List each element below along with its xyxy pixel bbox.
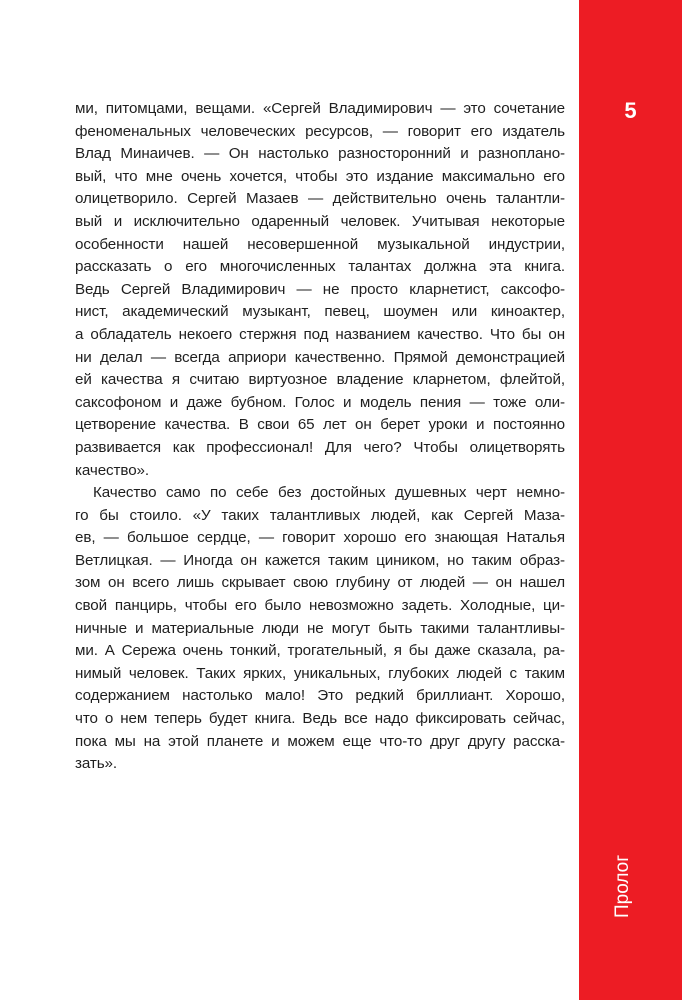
text-line: вый и исключительно одаренный человек. Учитывая некоторые (75, 212, 565, 230)
text-line: ни делал — всегда априори качественно. Прямой демонстрацией (75, 348, 565, 366)
text-line: что о нем теперь будет книга. Ведь все надо фиксировать сейчас, (75, 710, 565, 728)
text-line: содержанием настолько мало! Это редкий бриллиант. Хорошо, (75, 687, 565, 705)
page-number: 5 (624, 98, 637, 123)
text-line: ничные и материальные люди не могут быть такими талантливы- (75, 619, 565, 637)
text-line: качество». (75, 461, 150, 479)
text-line: Влад Минаичев. — Он настолько разносторонний и разноплано- (75, 145, 565, 163)
text-line: вый, что мне очень хочется, чтобы это издание максимально его (75, 167, 565, 185)
text-line: ми. А Сережа очень тонкий, трогательный, я бы даже сказала, ра- (75, 642, 565, 660)
text-line: ей качества я считаю виртуозное владение кларнетом, флейтой, (75, 371, 565, 389)
text-line: Ведь Сергей Владимирович — не просто кларнетист, саксофо- (75, 280, 565, 298)
text-line: нист, академический музыкант, певец, шоумен или киноактер, (75, 303, 565, 321)
section-title: Пролог (612, 854, 633, 918)
text-line: олицетворило. Сергей Мазаев — действительно очень талантли- (75, 190, 565, 208)
paragraph (75, 98, 565, 482)
text-line: цетворение качества. В свои 65 лет он берет уроки и постоянно (75, 416, 565, 434)
text-line: свой панцирь, чтобы его было невозможно задеть. Холодные, ци- (75, 597, 565, 615)
text-line: саксофоном и даже бубном. Голос и модель пения — тоже оли- (75, 393, 565, 411)
text-line: феноменальных человеческих ресурсов, — говорит его издатель (75, 122, 565, 140)
paragraph (75, 482, 565, 776)
text-line: особенности нашей несовершенной музыкальной индустрии, (75, 235, 565, 253)
text-line: го бы стоило. «У таких талантливых людей, как Сергей Маза- (75, 506, 565, 524)
text-line: рассказать о его многочисленных талантах должна эта книга. (75, 258, 565, 276)
body-text (75, 98, 565, 776)
text-line: зать». (75, 755, 118, 773)
text-line: развивается как профессионал! Для чего? Чтобы олицетворять (75, 438, 565, 456)
text-line: зом он всего лишь скрывает свою глубину от людей — он нашел (75, 574, 565, 592)
text-line: пока мы на этой планете и можем еще что-то друг другу расска- (75, 732, 565, 750)
text-line: Качество само по себе без достойных душевных черт немно- (93, 484, 565, 502)
text-line: а обладатель некоего стержня под названием качество. Что бы он (75, 325, 565, 343)
side-accent-band (579, 0, 682, 1000)
text-line: ев, — большое сердце, — говорит хорошо его знающая Наталья (75, 529, 565, 547)
text-line: нимый человек. Таких ярких, уникальных, глубоких людей с таким (75, 664, 565, 682)
text-line: ми, питомцами, вещами. «Сергей Владимирович — это сочетание (75, 100, 565, 117)
text-line: Ветлицкая. — Иногда он кажется таким циником, но таким образ- (75, 551, 565, 569)
